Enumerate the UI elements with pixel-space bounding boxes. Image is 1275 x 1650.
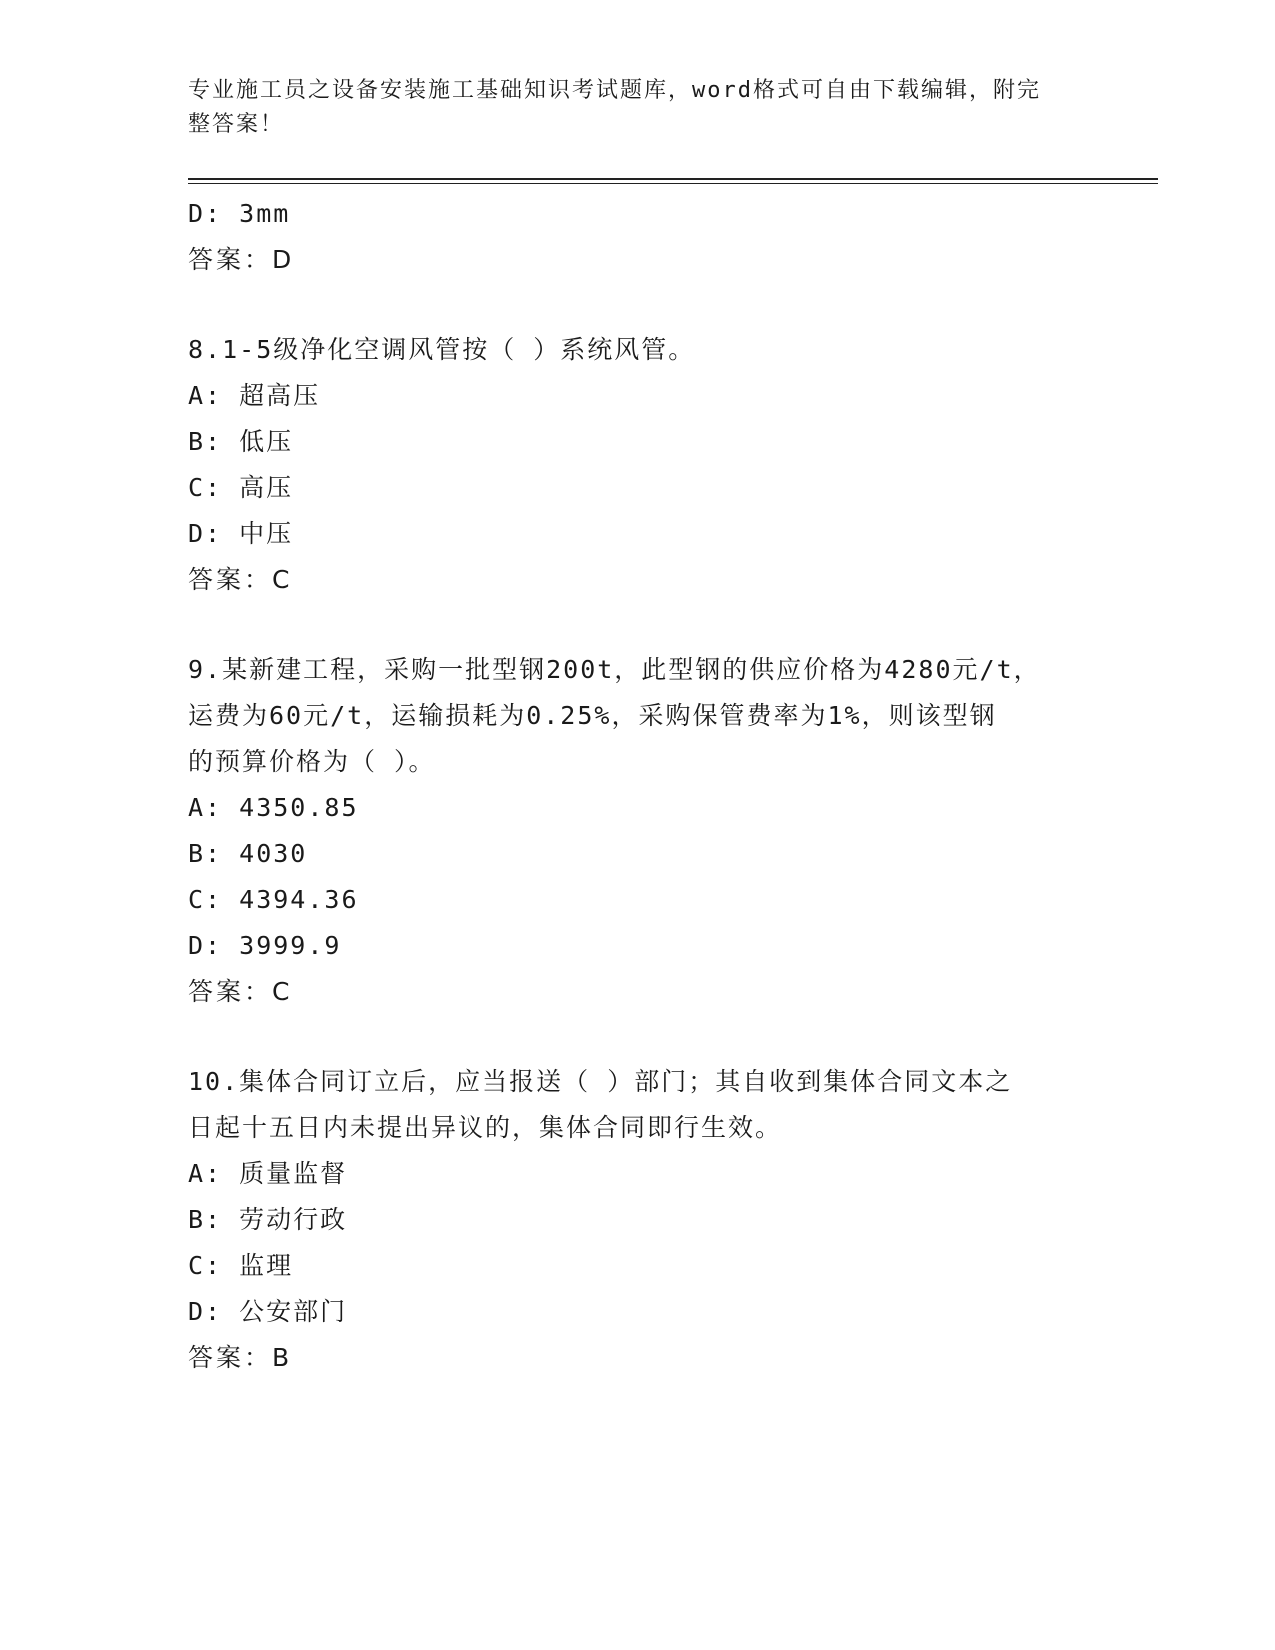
question-line: 8.1-5级净化空调风管按（ ）系统风管。 [188, 335, 696, 364]
header-line-2: 整答案！ [188, 112, 285, 137]
question-text [188, 647, 1068, 785]
option-c: C: 4394.36 [188, 885, 359, 914]
previous-question-tail [188, 191, 1088, 283]
header-rule-thin [188, 183, 1158, 184]
option-a: A: 超高压 [188, 381, 321, 410]
option-d: D: 3999.9 [188, 931, 342, 960]
option-a: A: 4350.85 [188, 793, 359, 822]
answer-line: 答案：C [188, 977, 293, 1006]
question-8 [188, 327, 1088, 603]
question-text [188, 1059, 1068, 1151]
question-line: 日起十五日内未提出异议的，集体合同即行生效。 [188, 1113, 783, 1142]
question-line: 的预算价格为（ ）。 [188, 747, 436, 776]
spacer [188, 1015, 1088, 1059]
header-line-1: 专业施工员之设备安装施工基础知识考试题库，word格式可自由下载编辑，附完 [188, 78, 1041, 103]
question-text [188, 327, 1068, 373]
answer-line: 答案：D [188, 245, 295, 274]
question-10 [188, 1059, 1088, 1381]
option-d: D: 公安部门 [188, 1297, 348, 1326]
document-header [188, 74, 1078, 142]
spacer [188, 283, 1088, 327]
option-d: D: 3mm [188, 199, 291, 228]
option-a: A: 质量监督 [188, 1159, 348, 1188]
document-body [188, 191, 1088, 1381]
option-d: D: 中压 [188, 519, 294, 548]
question-line: 10.集体合同订立后，应当报送（ ）部门；其自收到集体合同文本之 [188, 1067, 1013, 1096]
question-9 [188, 647, 1088, 1015]
answer-line: 答案：C [188, 565, 293, 594]
header-rule-thick [188, 178, 1158, 180]
spacer [188, 603, 1088, 647]
question-line: 9.某新建工程，采购一批型钢200t，此型钢的供应价格为4280元/t， [188, 655, 1041, 684]
answer-line: 答案：B [188, 1343, 293, 1372]
option-b: B: 低压 [188, 427, 294, 456]
question-line: 运费为60元/t，运输损耗为0.25%，采购保管费率为1%，则该型钢 [188, 701, 997, 730]
option-b: B: 4030 [188, 839, 308, 868]
option-c: C: 监理 [188, 1251, 294, 1280]
option-c: C: 高压 [188, 473, 294, 502]
option-b: B: 劳动行政 [188, 1205, 348, 1234]
